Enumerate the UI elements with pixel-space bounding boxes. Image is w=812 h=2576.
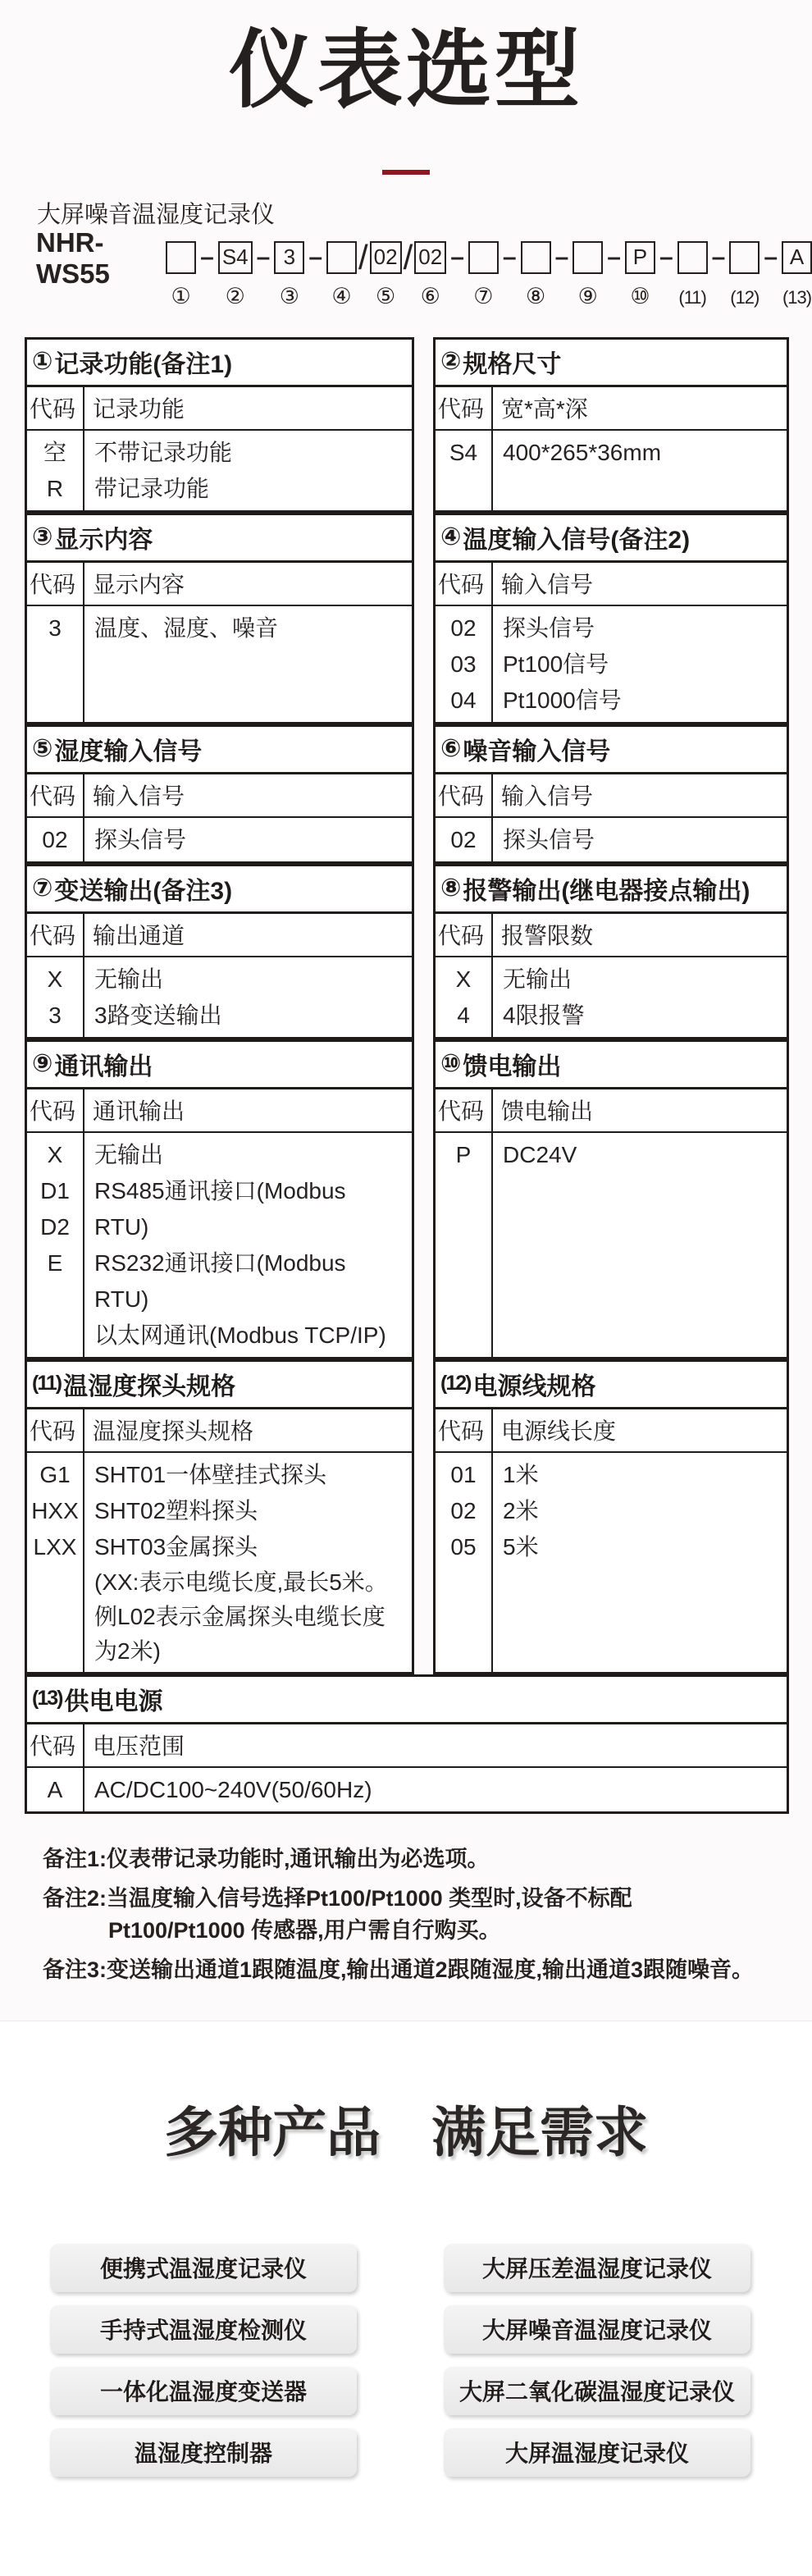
section-title-text: 规格尺寸 (463, 350, 562, 378)
value-header-cell: 通讯输出 (93, 1098, 185, 1124)
model-segment-10 (625, 241, 655, 309)
model-separator: – (200, 243, 214, 271)
section-title-text: 温湿度探头规格 (63, 1372, 236, 1400)
section-title-text: 显示内容 (54, 526, 153, 554)
value-header-cell: 输入信号 (501, 571, 594, 597)
section-subheader (27, 1724, 787, 1768)
model-marker-2: ② (225, 283, 245, 308)
code-header-cell: 代码 (436, 387, 493, 429)
products-section (0, 2021, 812, 2576)
code-cell: 04 (450, 687, 477, 713)
model-separator-slash: / (403, 237, 413, 276)
value-cell: 探头信号 (503, 614, 595, 641)
value-column (84, 1453, 412, 1672)
code-cell: 3 (48, 1002, 62, 1028)
value-cell: 5米 (503, 1533, 539, 1560)
model-segment-6 (414, 241, 446, 309)
section-body (436, 1453, 787, 1672)
product-button-noise-recorder[interactable]: 大屏噪音温湿度记录仪 (444, 2305, 750, 2354)
section-dimensions (433, 337, 789, 513)
cable-length-note: (XX:表示电缆长度,最长5米。例L02表示金属探头电缆长度为2米) (94, 1569, 388, 1664)
model-separator: – (502, 243, 517, 271)
code-column (436, 431, 493, 510)
model-separator: – (764, 243, 778, 271)
section-body (436, 431, 787, 510)
page-title: 仪表选型 (228, 23, 583, 118)
model-segment-8 (521, 241, 551, 309)
section-marker: ③ (32, 523, 53, 551)
model-segment-5 (370, 241, 402, 309)
section-title (436, 727, 787, 774)
value-cell: AC/DC100~240V(50/60Hz) (94, 1776, 372, 1802)
value-column (84, 818, 412, 861)
section-title (27, 1042, 412, 1089)
section-marker: ① (32, 348, 53, 376)
section-body (436, 818, 787, 861)
product-button-co2-recorder[interactable]: 大屏二氧化碳温湿度记录仪 (444, 2367, 750, 2415)
section-title (27, 515, 412, 563)
model-box-5: 02 (370, 241, 402, 274)
section-title-text: 湿度输入信号 (54, 738, 203, 765)
value-column (84, 957, 412, 1037)
section-title-text: 记录功能(备注1) (54, 350, 233, 378)
model-segment-7 (468, 241, 499, 309)
model-box-12 (729, 241, 760, 274)
section-alarm-output (433, 864, 789, 1039)
product-button-handheld-detector[interactable]: 手持式温湿度检测仪 (50, 2305, 357, 2354)
value-cell: Pt100信号 (503, 651, 609, 677)
value-cell: 不带记录功能 (94, 439, 233, 465)
model-segment-3 (274, 241, 304, 309)
value-header-cell: 馈电输出 (501, 1098, 594, 1124)
value-header-cell: 输入信号 (93, 783, 185, 809)
value-cell: 温度、湿度、噪音 (94, 614, 279, 641)
model-segment-12 (729, 241, 760, 308)
products-heading-right: 满足需求 (431, 2101, 648, 2163)
section-body (27, 1768, 787, 1811)
model-separator: – (711, 243, 726, 271)
section-title-text: 报警输出(继电器接点输出) (463, 877, 750, 905)
section-subheader (27, 1089, 412, 1133)
section-title (436, 1362, 787, 1409)
model-segment-9 (573, 241, 603, 309)
section-marker: ⑩ (440, 1050, 462, 1078)
value-cell: 4限报警 (503, 1002, 585, 1028)
code-column (27, 957, 84, 1037)
section-body (27, 431, 412, 510)
model-separator: – (256, 243, 271, 271)
model-segment-11 (677, 241, 708, 308)
product-button-pressure-diff-recorder[interactable]: 大屏压差温湿度记录仪 (444, 2244, 750, 2292)
model-marker-5: ⑤ (376, 283, 396, 308)
section-subheader (27, 914, 412, 957)
value-column (84, 606, 412, 722)
model-code-line (36, 226, 812, 309)
code-column (27, 1133, 84, 1357)
value-column (493, 431, 787, 510)
remark-2: 备注2:当温度输入信号选择Pt100/Pt1000 类型时,设备不标配 Pt100/Pt1000 传感器,用户需自行购买。 (43, 1885, 632, 1943)
section-subheader (27, 563, 412, 606)
section-subheader (436, 1089, 787, 1133)
model-marker-6: ⑥ (420, 283, 440, 308)
code-header-cell: 代码 (436, 774, 493, 816)
section-noise-input (433, 724, 789, 864)
section-record-function (25, 337, 414, 513)
value-cell: 3路变送输出 (94, 1002, 222, 1028)
section-probe-spec (25, 1359, 414, 1674)
model-marker-8: ⑧ (525, 283, 546, 308)
section-subheader (436, 387, 787, 431)
section-power-supply (25, 1674, 789, 1814)
value-header-cell: 记录功能 (93, 395, 185, 422)
value-cell: SHT01一体壁挂式探头 (94, 1461, 327, 1487)
model-box-9 (573, 241, 603, 274)
value-cell: RS232通讯接口(Modbus RTU) (94, 1249, 346, 1312)
value-cell: SHT03金属探头 (94, 1533, 258, 1560)
section-marker: ② (440, 348, 462, 376)
section-transmit-output (25, 864, 414, 1039)
model-segment-13 (782, 241, 812, 308)
section-body (436, 957, 787, 1037)
code-header-cell: 代码 (27, 774, 84, 816)
product-button-controller[interactable]: 温湿度控制器 (50, 2428, 357, 2477)
section-subheader (436, 774, 787, 818)
section-body (436, 1133, 787, 1357)
section-marker: ⑨ (32, 1050, 53, 1078)
product-button-temp-humidity-recorder[interactable]: 大屏温湿度记录仪 (444, 2428, 750, 2477)
code-column (27, 606, 84, 722)
section-title (27, 866, 412, 914)
value-column (493, 1453, 787, 1672)
code-cell: 4 (457, 1002, 470, 1028)
remark-1: 备注1:仪表带记录功能时,通讯输出为必选项。 (43, 1846, 490, 1871)
section-title (27, 340, 412, 387)
value-cell: 无输出 (94, 966, 164, 992)
code-cell: P (455, 1141, 472, 1167)
section-title (27, 1677, 787, 1724)
section-title (436, 515, 787, 563)
value-column (493, 606, 787, 722)
section-subheader (436, 1409, 787, 1453)
value-cell: 无输出 (94, 1141, 164, 1167)
code-column (436, 606, 493, 722)
code-cell: 02 (450, 1497, 477, 1523)
products-heading-left: 多种产品 (164, 2101, 381, 2163)
value-cell: Pt1000信号 (503, 687, 622, 713)
value-column (493, 957, 787, 1037)
code-header-cell: 代码 (436, 1089, 493, 1131)
section-display-content (25, 513, 414, 724)
section-subheader (27, 774, 412, 818)
value-column (84, 1133, 412, 1357)
model-box-10: P (625, 241, 655, 274)
selection-tables (25, 337, 789, 1814)
model-marker-1: ① (171, 283, 191, 308)
model-marker-3: ③ (279, 283, 299, 308)
value-cell: 1米 (503, 1461, 539, 1487)
code-cell: 3 (48, 614, 62, 641)
section-subheader (27, 1409, 412, 1453)
section-body (27, 1133, 412, 1357)
section-power-cord-spec (433, 1359, 789, 1674)
code-header-cell: 代码 (27, 914, 84, 956)
section-title (27, 727, 412, 774)
product-button-portable-recorder[interactable]: 便携式温湿度记录仪 (50, 2244, 357, 2292)
code-column (436, 1133, 493, 1357)
section-title-text: 电源线规格 (472, 1372, 596, 1400)
model-segment-1 (166, 241, 196, 309)
section-body (436, 606, 787, 722)
code-header-cell: 代码 (27, 387, 84, 429)
section-subheader (436, 563, 787, 606)
section-body (27, 606, 412, 722)
code-cell: D2 (40, 1213, 70, 1240)
value-header-cell: 输出通道 (93, 922, 185, 948)
model-separator: – (554, 243, 569, 271)
value-cell: DC24V (503, 1141, 577, 1167)
code-cell: E (47, 1249, 63, 1276)
section-subheader (27, 387, 412, 431)
value-column (493, 1133, 787, 1357)
product-button-integrated-transmitter[interactable]: 一体化温湿度变送器 (50, 2367, 357, 2415)
code-cell: LXX (33, 1533, 77, 1560)
section-title (436, 340, 787, 387)
model-marker-7: ⑦ (473, 283, 494, 308)
value-cell: 2米 (503, 1497, 539, 1523)
code-cell: S4 (449, 439, 478, 465)
model-box-2: S4 (218, 241, 253, 274)
section-feed-output (433, 1039, 789, 1359)
code-header-cell: 代码 (27, 1089, 84, 1131)
code-column (436, 1453, 493, 1672)
section-temperature-input (433, 513, 789, 724)
remarks (43, 1843, 767, 1986)
code-cell: R (46, 475, 64, 501)
section-body (27, 1453, 412, 1672)
code-column (27, 1453, 84, 1672)
value-cell: 以太网通讯(Modbus TCP/IP) (94, 1322, 386, 1348)
value-cell: 无输出 (503, 966, 573, 992)
value-header-cell: 宽*高*深 (501, 395, 588, 422)
code-cell: D1 (40, 1177, 70, 1204)
section-title-text: 噪音输入信号 (463, 738, 611, 765)
model-marker-4: ④ (331, 283, 352, 308)
product-subtitle: 大屏噪音温湿度记录仪 (37, 201, 276, 228)
model-box-3: 3 (274, 241, 304, 274)
red-divider (382, 170, 430, 175)
value-cell: 探头信号 (94, 826, 187, 852)
code-column (436, 818, 493, 861)
section-subheader (436, 914, 787, 957)
value-cell: 探头信号 (503, 826, 595, 852)
code-cell: G1 (39, 1461, 71, 1487)
product-button-grid (50, 2244, 750, 2477)
section-title (436, 1042, 787, 1089)
section-marker: ⑥ (440, 735, 462, 763)
code-cell: 01 (450, 1461, 477, 1487)
section-marker: ④ (440, 523, 462, 551)
value-header-cell: 电压范围 (93, 1733, 185, 1759)
model-marker-10: ⑩ (630, 283, 650, 308)
code-cell: X (455, 966, 472, 992)
model-box-6: 02 (414, 241, 446, 274)
value-cell: SHT02塑料探头 (94, 1497, 258, 1523)
value-header-cell: 显示内容 (93, 571, 185, 597)
section-marker: (12) (440, 1372, 471, 1395)
model-separator: – (659, 243, 673, 271)
section-title (436, 866, 787, 914)
section-title-text: 通讯输出 (54, 1053, 153, 1080)
model-box-8 (521, 241, 551, 274)
value-cell: RS485通讯接口(Modbus RTU) (94, 1177, 346, 1240)
model-separator: – (607, 243, 621, 271)
section-marker: (13) (32, 1687, 62, 1710)
value-column (84, 1768, 787, 1811)
section-title-text: 变送输出(备注3) (54, 877, 233, 905)
code-header-cell: 代码 (27, 1724, 84, 1766)
remark-3: 备注3:变送输出通道1跟随温度,输出通道2跟随湿度,输出通道3跟随噪音。 (43, 1957, 755, 1982)
code-cell: 空 (43, 439, 66, 465)
value-header-cell: 报警限数 (501, 922, 594, 948)
code-column (27, 1768, 84, 1811)
code-cell: 02 (450, 826, 477, 852)
value-cell: 带记录功能 (94, 475, 210, 501)
section-marker: (11) (32, 1372, 62, 1395)
model-separator-slash: / (358, 237, 368, 276)
section-communication-output (25, 1039, 414, 1359)
model-separator: – (450, 243, 464, 271)
model-box-1 (166, 241, 196, 274)
code-cell: X (47, 1141, 63, 1167)
code-header-cell: 代码 (27, 563, 84, 605)
model-segment-2 (218, 241, 253, 309)
section-title-text: 温度输入信号(备注2) (463, 526, 691, 554)
code-cell: A (47, 1776, 63, 1802)
products-heading (0, 2021, 812, 2167)
section-marker: ⑦ (32, 875, 53, 902)
model-segment-4 (326, 241, 357, 309)
code-header-cell: 代码 (27, 1409, 84, 1451)
section-title-text: 供电电源 (64, 1688, 163, 1715)
model-marker-11: (11) (678, 286, 706, 308)
code-cell: 05 (450, 1533, 477, 1560)
code-cell: 03 (450, 651, 477, 677)
code-cell: HXX (31, 1497, 79, 1523)
value-column (493, 818, 787, 861)
model-box-7 (468, 241, 499, 274)
value-header-cell: 输入信号 (501, 783, 594, 809)
code-cell: X (47, 966, 63, 992)
model-prefix: NHR-WS55 (36, 226, 110, 289)
model-separator: – (308, 243, 322, 271)
value-column (84, 431, 412, 510)
code-header-cell: 代码 (436, 563, 493, 605)
section-marker: ⑧ (440, 875, 462, 902)
model-box-4 (326, 241, 357, 274)
model-box-11 (677, 241, 708, 274)
value-header-cell: 电源线长度 (501, 1418, 617, 1444)
code-column (27, 431, 84, 510)
section-marker: ⑤ (32, 735, 53, 763)
value-cell: 400*265*36mm (503, 439, 662, 465)
value-header-cell: 温湿度探头规格 (93, 1418, 254, 1444)
code-cell: 02 (42, 826, 68, 852)
code-cell: 02 (450, 614, 477, 641)
code-header-cell: 代码 (436, 1409, 493, 1451)
section-title (27, 1362, 412, 1409)
model-marker-13: (13) (782, 286, 812, 308)
section-title-text: 馈电输出 (463, 1053, 562, 1080)
code-column (27, 818, 84, 861)
code-header-cell: 代码 (436, 914, 493, 956)
model-marker-12: (12) (730, 286, 760, 308)
model-box-13: A (782, 241, 812, 274)
model-marker-9: ⑨ (577, 283, 598, 308)
code-column (436, 957, 493, 1037)
section-body (27, 818, 412, 861)
section-humidity-input (25, 724, 414, 864)
section-body (27, 957, 412, 1037)
